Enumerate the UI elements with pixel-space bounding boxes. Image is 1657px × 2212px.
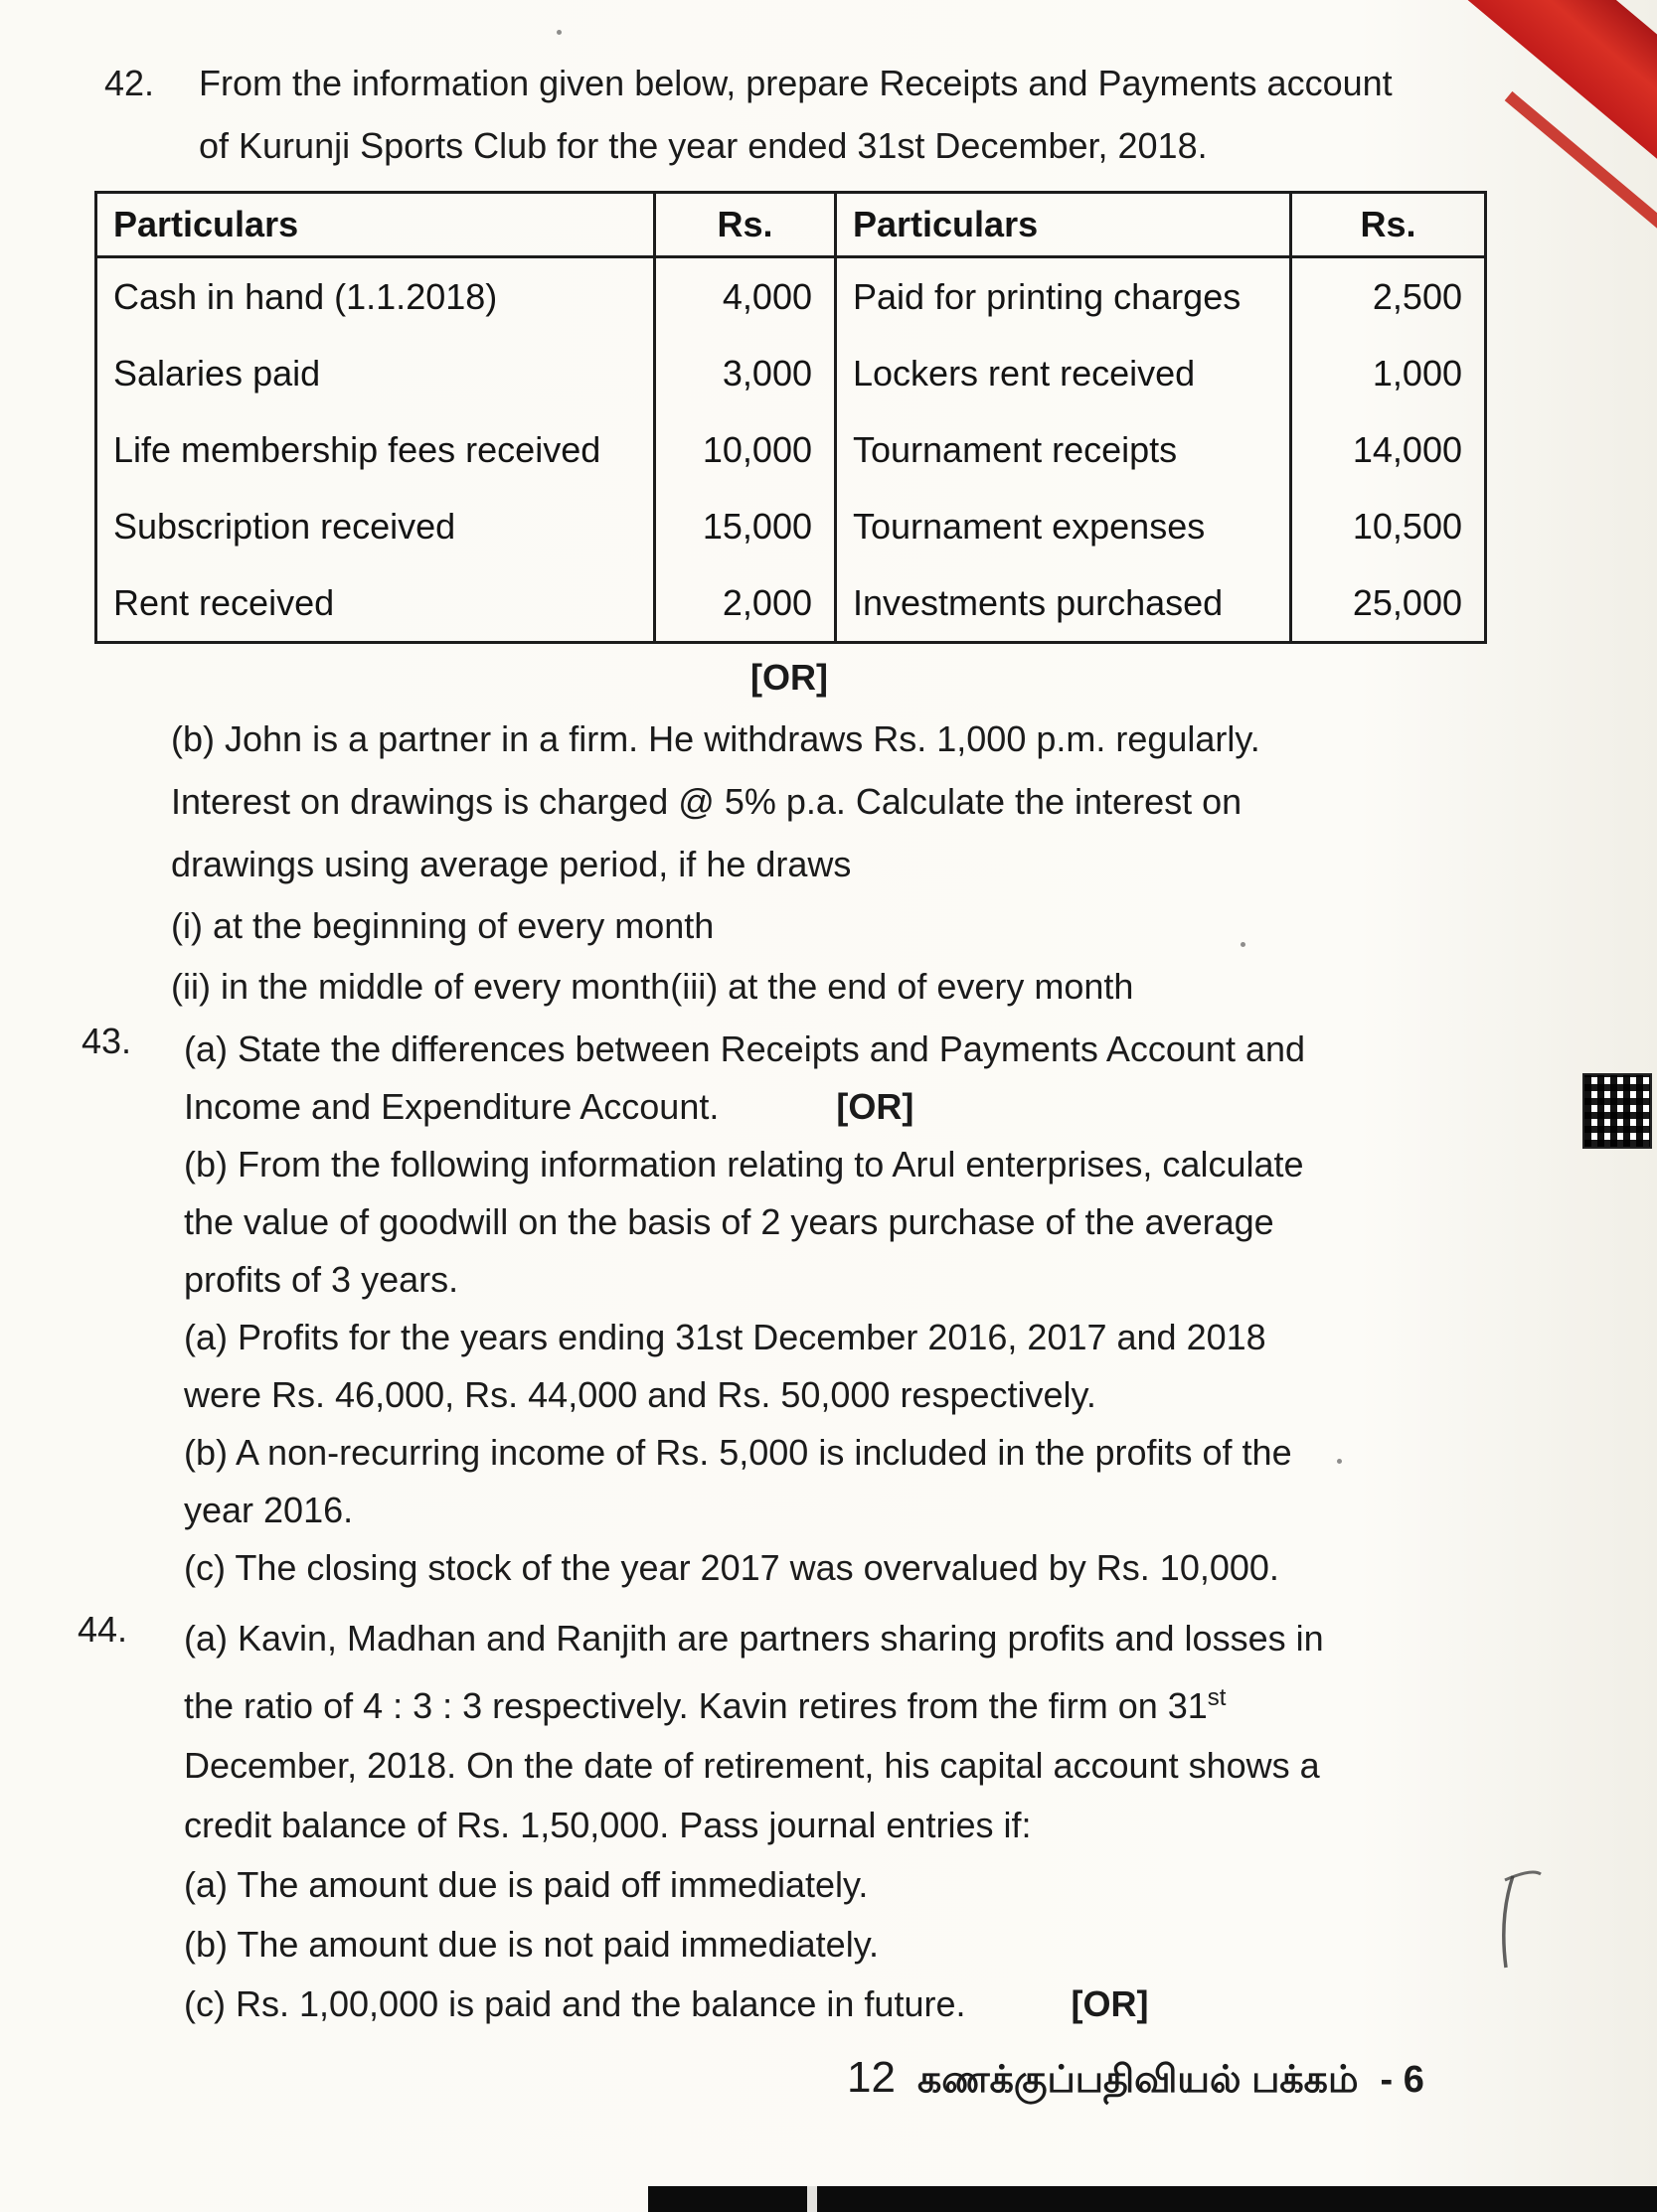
table-header-row [96,193,1486,257]
amount-cell: 3,000 [655,335,836,411]
or-divider: [OR] [750,657,828,698]
scan-speck [1337,1459,1342,1464]
header-rs-left: Rs. [655,193,836,257]
question-42b-item-ii-iii: (ii) in the middle of every month(iii) at the end of every month [171,966,1134,1007]
particular-cell: Investments purchased [836,564,1291,643]
scan-speck [557,30,562,35]
question-43-text [184,1021,1305,1597]
question-43a-line-1: (a) State the differences between Receipts and Payments Account and [184,1028,1306,1069]
particular-cell: Life membership fees received [113,428,601,470]
question-42-number: 42. [104,63,155,103]
amount-cell: 2,500 [1291,257,1486,336]
question-42b-item-i: (i) at the beginning of every month [171,905,715,946]
footer-number: 12 [847,2053,896,2102]
handwritten-mark [1483,1866,1553,1975]
question-44-item-c-text: (c) Rs. 1,00,000 is paid and the balance in future. [184,1983,966,2024]
question-44a-line-4: credit balance of Rs. 1,50,000. Pass journal entries if: [184,1805,1032,1845]
question-44a-line-3: December, 2018. On the date of retirement, his capital account shows a [184,1745,1320,1786]
table-row [96,335,1486,411]
question-44-item-a: (a) The amount due is paid off immediately. [184,1864,869,1905]
header-particulars-right: Particulars [836,193,1291,257]
question-44a-line-1: (a) Kavin, Madhan and Ranjith are partners sharing profits and losses in [184,1618,1324,1659]
particular-cell: Tournament expenses [836,488,1291,564]
scan-speck [1241,942,1245,947]
scan-black-bar-gap [807,2186,817,2212]
question-43b-item-b-line-2: year 2016. [184,1490,354,1530]
question-43a-line-2 [184,1078,1305,1136]
question-42-line-2: of Kurunji Sports Club for the year ended 31st December, 2018. [199,125,1208,166]
question-43a-line-2-text: Income and Expenditure Account. [184,1086,720,1127]
question-43b-item-c: (c) The closing stock of the year 2017 was overvalued by Rs. 10,000. [184,1547,1279,1588]
table-row [96,488,1486,564]
amount-cell: 4,000 [655,257,836,336]
question-43b-line-1: (b) From the following information relating to Arul enterprises, calculate [184,1144,1304,1185]
or-divider-inline: [OR] [836,1086,914,1127]
question-44 [78,1609,1657,2034]
particular-cell: Subscription received [113,505,456,547]
question-42b [171,708,1657,1017]
question-43b-item-a-line-2: were Rs. 46,000, Rs. 44,000 and Rs. 50,000 respectively. [184,1374,1096,1415]
question-44-item-c [184,1975,1324,2034]
question-44a-line-2-text: the ratio of 4 : 3 : 3 respectively. Kavin retires from the firm on 31 [184,1685,1208,1726]
question-42-text [199,52,1393,177]
receipts-payments-table [94,191,1487,644]
amount-cell: 25,000 [1291,564,1486,643]
table-row [96,257,1486,336]
question-42-line-1: From the information given below, prepare Receipts and Payments account [199,63,1393,103]
question-42b-line-1: (b) John is a partner in a firm. He withdraws Rs. 1,000 p.m. regularly. [171,718,1260,759]
question-44-text [184,1609,1324,2034]
question-44a-line-2 [184,1668,1324,1736]
question-43b-line-3: profits of 3 years. [184,1259,459,1300]
amount-cell: 10,500 [1291,488,1486,564]
question-43b-line-2: the value of goodwill on the basis of 2 years purchase of the average [184,1201,1274,1242]
amount-cell: 14,000 [1291,411,1486,488]
page-footer [847,2053,1424,2107]
header-particulars-left: Particulars [96,193,655,257]
particular-cell: Tournament receipts [836,411,1291,488]
scan-black-bar [648,2186,1657,2212]
particular-cell: Paid for printing charges [836,257,1291,336]
question-43b-item-a-line-1: (a) Profits for the years ending 31st December 2016, 2017 and 2018 [184,1317,1266,1357]
question-43-number: 43. [82,1021,132,1061]
particular-cell: Rent received [113,581,335,623]
footer-page-number: - 6 [1380,2059,1424,2101]
or-divider-inline: [OR] [1071,1983,1149,2024]
amount-cell: 1,000 [1291,335,1486,411]
particular-cell: Lockers rent received [836,335,1291,411]
question-44-item-b: (b) The amount due is not paid immediately. [184,1924,880,1965]
table-row [96,411,1486,488]
particular-cell: Salaries paid [113,352,321,394]
amount-cell: 2,000 [655,564,836,643]
amount-cell: 10,000 [655,411,836,488]
particular-cell: Cash in hand (1.1.2018) [113,275,498,317]
question-43 [82,1021,1657,1597]
question-44-number: 44. [78,1609,128,1650]
footer-subject-tamil: கணக்குப்பதிவியல் பக்கம் [916,2059,1359,2101]
question-43b-item-b-line-1: (b) A non-recurring income of Rs. 5,000 is included in the profits of the [184,1432,1292,1473]
amount-cell: 15,000 [655,488,836,564]
qr-code [1584,1075,1650,1147]
question-42 [104,52,1657,177]
header-rs-right: Rs. [1291,193,1486,257]
table-row [96,564,1486,643]
question-42b-line-2: Interest on drawings is charged @ 5% p.a. Calculate the interest on [171,781,1243,822]
question-42b-line-3: drawings using average period, if he draws [171,844,852,884]
ordinal-superscript: st [1207,1684,1227,1711]
